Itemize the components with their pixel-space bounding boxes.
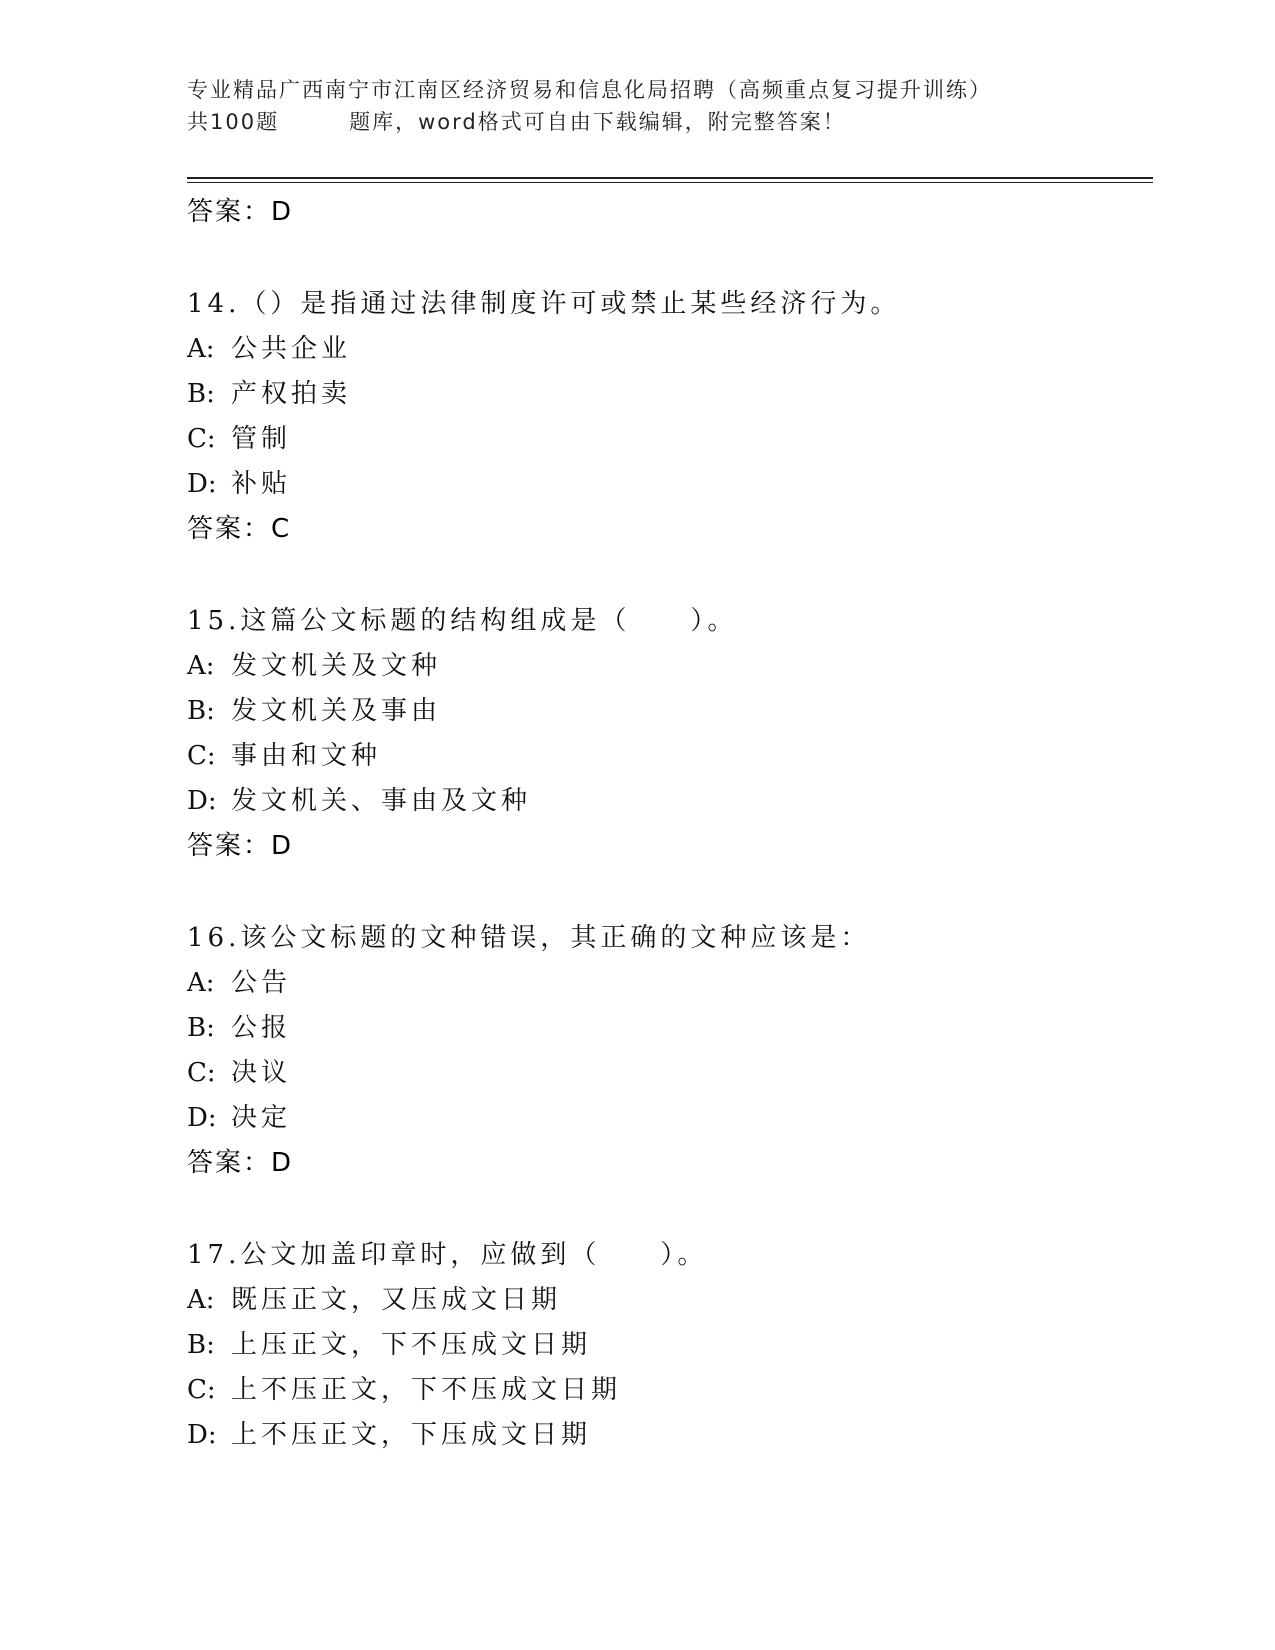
option-c: C: 决议 [187,1058,292,1088]
option-a: A: 公共企业 [187,334,352,364]
answer-line: 答案：D [187,831,294,861]
answer-line: 答案：D [187,1148,294,1178]
question-block [187,1233,1147,1458]
header-divider-thin [187,182,1153,183]
question-text: 15.这篇公文标题的结构组成是（ ）。 [187,606,738,636]
option-b: B: 产权拍卖 [187,379,352,409]
option-d: D: 上不压正文，下压成文日期 [187,1420,592,1450]
option-b: B: 发文机关及事由 [187,696,442,726]
question-block [187,599,1147,869]
option-d: D: 发文机关、事由及文种 [187,786,532,816]
header-description: 题库，word格式可自由下载编辑，附完整答案！ [349,110,846,134]
option-d: D: 决定 [187,1103,292,1133]
question-block [187,916,1147,1186]
question-block [187,282,1147,552]
option-d: D: 补贴 [187,469,292,499]
question-text: 16.该公文标题的文种错误，其正确的文种应该是： [187,923,871,953]
question-count: 共100题 [187,110,280,134]
option-a: A: 公告 [187,968,292,998]
option-a: A: 发文机关及文种 [187,651,442,681]
document-header [187,74,1087,138]
option-a: A: 既压正文，又压成文日期 [187,1285,562,1315]
header-divider-thick [187,177,1153,179]
option-b: B: 公报 [187,1013,292,1043]
header-title-line: 专业精品广西南宁市江南区经济贸易和信息化局招聘（高频重点复习提升训练） [187,78,992,102]
question-list [187,190,1147,1458]
answer-line: 答案：D [187,197,294,227]
question-text: 14.（）是指通过法律制度许可或禁止某些经济行为。 [187,289,901,319]
option-c: C: 管制 [187,424,292,454]
option-b: B: 上压正文，下不压成文日期 [187,1330,592,1360]
option-c: C: 事由和文种 [187,741,382,771]
option-c: C: 上不压正文，下不压成文日期 [187,1375,622,1405]
question-text: 17.公文加盖印章时，应做到（ ）。 [187,1240,708,1270]
header-subtitle-line [187,106,1087,138]
answer-line: 答案：C [187,514,292,544]
